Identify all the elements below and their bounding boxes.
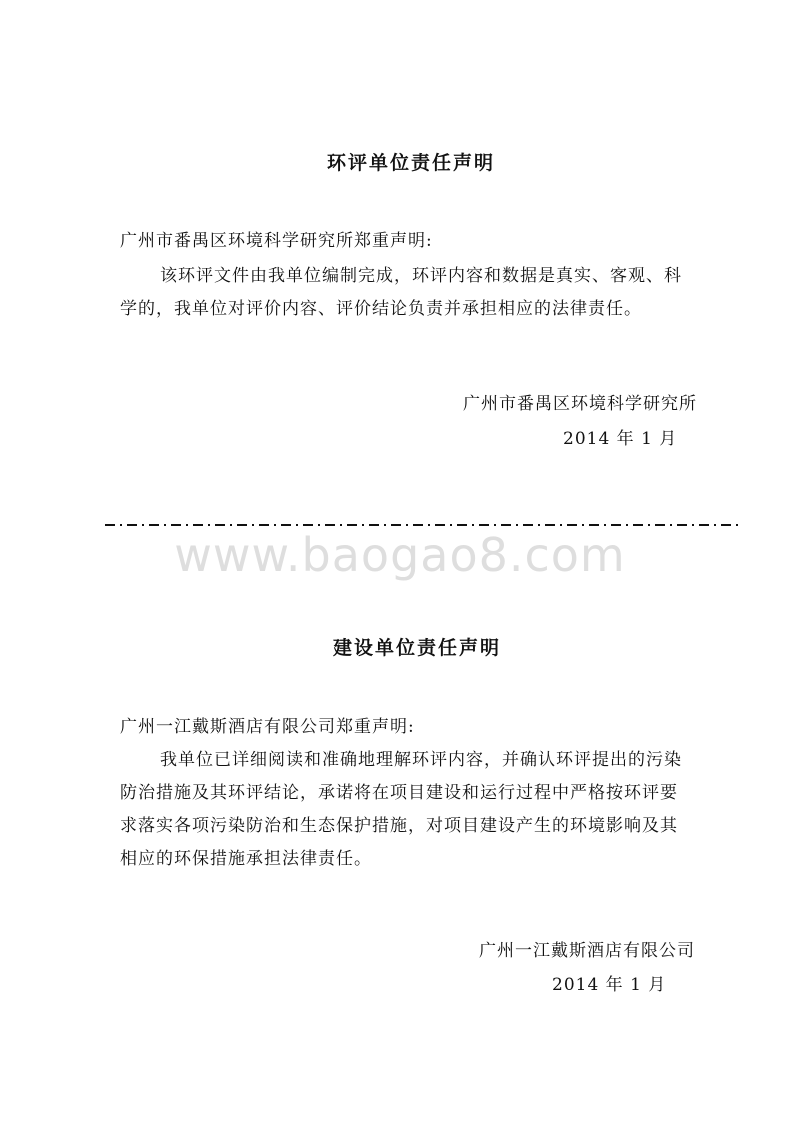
section2-date: 2014 年 1 月 — [552, 975, 667, 995]
section2-body-line-3: 求落实各项污染防治和生态保护措施，对项目建设产生的环境影响及其 — [120, 816, 678, 836]
section1-body-line-2: 学的，我单位对评价内容、评价结论负责并承担相应的法律责任。 — [120, 299, 642, 319]
section2-body-line-4: 相应的环保措施承担法律责任。 — [120, 849, 372, 869]
watermark: www.baogao8.com — [174, 528, 626, 582]
section1-title: 环评单位责任声明 — [327, 152, 496, 174]
section2-body-line-2: 防治措施及其环评结论，承诺将在项目建设和运行过程中严格按环评要 — [120, 783, 678, 803]
section2-declarant: 广州一江戴斯酒店有限公司郑重声明: — [120, 717, 415, 737]
section2-title: 建设单位责任声明 — [333, 637, 502, 659]
section1-date: 2014 年 1 月 — [563, 429, 678, 449]
section1-body-line-1: 该环评文件由我单位编制完成，环评内容和数据是真实、客观、科 — [160, 266, 682, 286]
section2-body-line-1: 我单位已详细阅读和准确地理解环评内容，并确认环评提出的污染 — [160, 750, 682, 770]
section2-signature: 广州一江戴斯酒店有限公司 — [479, 941, 695, 961]
dash-dot-divider — [105, 524, 740, 526]
section1-signature: 广州市番禺区环境科学研究所 — [463, 394, 697, 414]
section1-declarant: 广州市番禺区环境科学研究所郑重声明: — [120, 231, 433, 251]
